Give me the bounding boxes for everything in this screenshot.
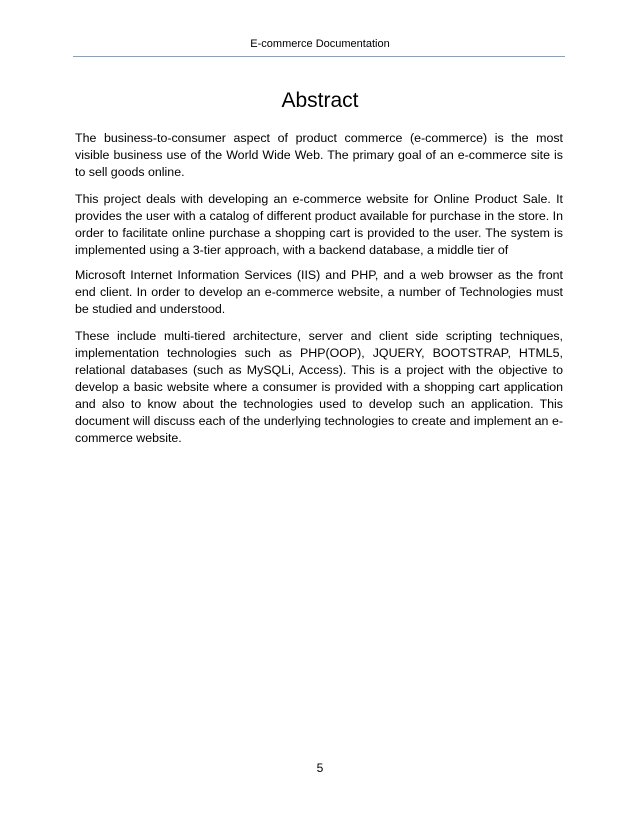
paragraph: These include multi-tiered architecture, server and client side scripting techniques, implementation technologies such as PHP(OOP), JQUERY, BOOTSTRAP, HTML5, relational databases (such as MySQLi, Access). This is a project with the objective to develop a basic website where a consumer is provided with a shopping cart application and also to know about the technologies used to develop such an application. This document will discuss each of the underlying technologies to create and implement an e-commerce website. <box>75 329 563 445</box>
page-header: E-commerce Documentation <box>250 38 390 50</box>
paragraph: The business-to-consumer aspect of product commerce (e-commerce) is the most visible business use of the World Wide Web. The primary goal of an e-commerce site is to sell goods online. <box>75 131 563 179</box>
abstract-body <box>75 130 563 457</box>
paragraph: Microsoft Internet Information Services (IIS) and PHP, and a web browser as the front end client. In order to develop an e-commerce website, a number of Technologies must be studied and understood. <box>75 267 563 316</box>
page-number: 5 <box>316 761 324 775</box>
page-title: Abstract <box>281 89 359 112</box>
header-divider <box>73 56 565 57</box>
paragraph: This project deals with developing an e-commerce website for Online Product Sale. It provides the user with a catalog of different product available for purchase in the store. In order to facilitate online purchase a shopping cart is provided to the user. The system is implemented using a 3-tier approach, with a backend database, a middle tier of <box>75 192 563 257</box>
